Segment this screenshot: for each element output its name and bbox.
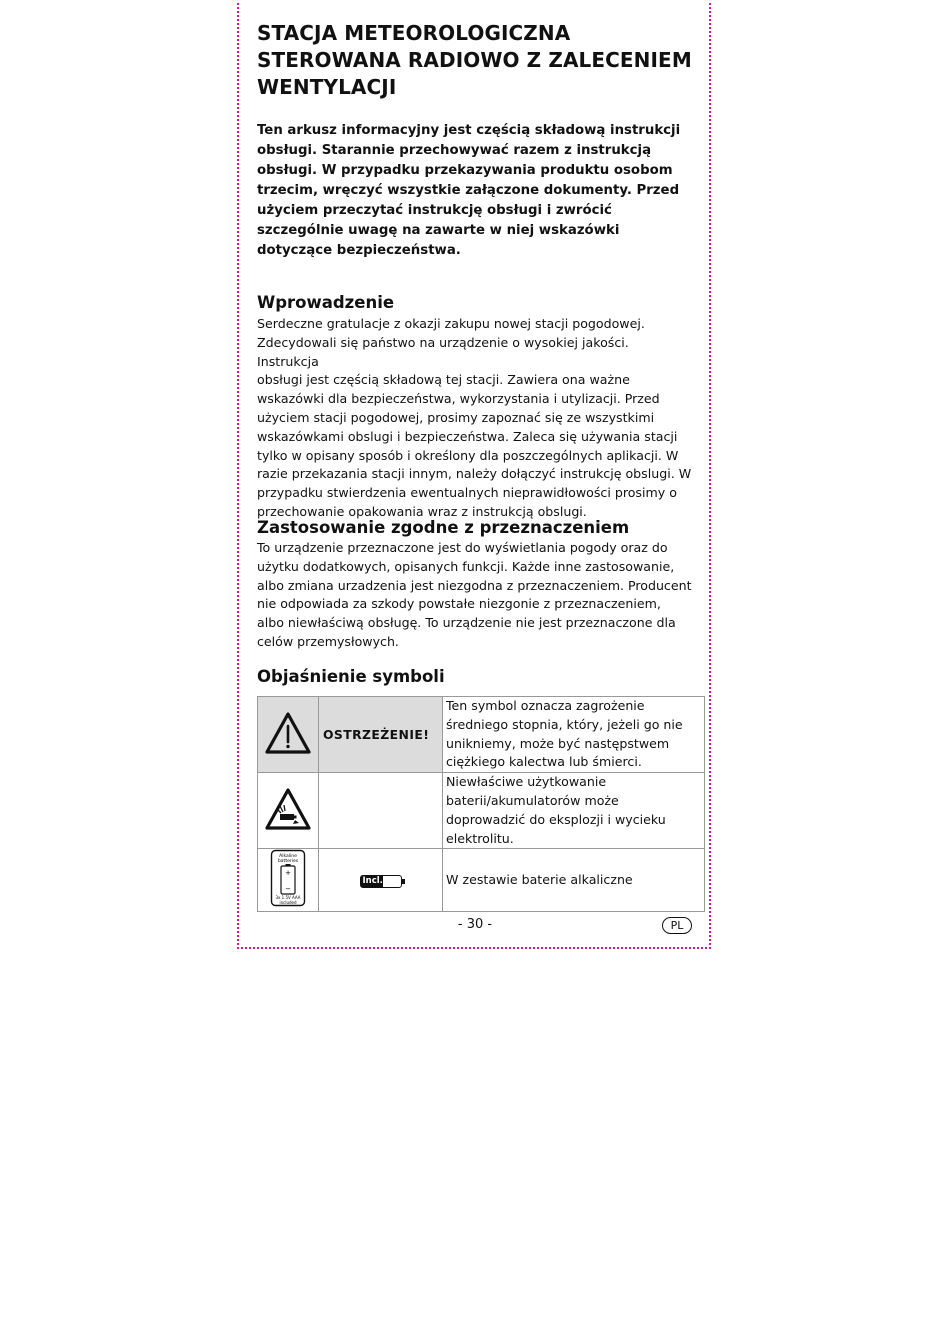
description-line: ciężkiego kalectwa lub śmierci.	[446, 754, 642, 770]
empty-label-cell	[319, 773, 443, 849]
section-heading-intended-use: Zastosowanie zgodne z przeznaczeniem	[257, 518, 630, 537]
paragraph-line: Zdecydowali się państwo na urządzenie o wysokiej jakości. Instrukcja	[257, 334, 629, 369]
section-heading-symbols: Objaśnienie symboli	[257, 667, 445, 686]
alkaline-battery-icon	[270, 849, 306, 907]
paragraph-line: celów przemysłowych.	[257, 633, 399, 649]
paragraph-line: obsługi jest częścią składową tej stacji. Zawiera ona ważne	[257, 372, 630, 388]
battery-included-text: Incl.	[362, 875, 383, 886]
paragraph-line: przypadku stwierdzenia ewentualnych nieprawidłowości prosimy o	[257, 485, 677, 501]
description-line: unikniemy, może być następstwem	[446, 735, 670, 751]
title-line: WENTYLACJI	[257, 75, 397, 99]
language-badge: PL	[662, 917, 692, 934]
intro-line: obsługi. Starannie przechowywać razem z instrukcją	[257, 143, 652, 158]
title-line: STEROWANA RADIOWO Z ZALECENIEM	[257, 48, 692, 72]
battery-icon-text: 3x 1.5V AAA	[275, 895, 301, 901]
warning-triangle-icon	[264, 711, 312, 755]
symbol-cell	[258, 697, 319, 773]
description-line: W zestawie baterie alkaliczne	[446, 871, 633, 887]
table-row	[258, 697, 705, 773]
symbol-cell	[258, 773, 319, 849]
intro-notice	[257, 121, 693, 261]
battery-icon-text: included	[279, 900, 297, 906]
symbol-description	[443, 849, 705, 912]
paragraph-line: użyciem stacji pogodowej, prosimy zapoznać się ze wszystkimi	[257, 409, 655, 425]
paragraph-line: razie przekazania stacji innym, należy dołączyć instrukcję obslugi. W	[257, 466, 692, 482]
description-line: Niewłaściwe użytkowanie	[446, 774, 607, 790]
battery-explosion-warning-icon	[264, 787, 312, 831]
intro-line: użyciem przeczytać instrukcję obsługi i zwrócić	[257, 203, 612, 218]
symbol-description	[443, 773, 705, 849]
symbol-cell	[258, 849, 319, 912]
paragraph-line: Serdeczne gratulacje z okazji zakupu nowej stacji pogodowej.	[257, 316, 645, 331]
paragraph-line: wskazówki dla bezpieczeństwa, wykorzystania i utylizacji. Przed	[257, 391, 660, 407]
table-row	[258, 849, 705, 912]
paragraph-line: tylko w opisany sposób i określony dla poszczególnych aplikacji. W	[257, 447, 679, 463]
introduction-paragraph	[257, 315, 693, 522]
battery-included-icon	[360, 875, 402, 888]
title-line: STACJA METEOROLOGICZNA	[257, 21, 571, 45]
battery-included-cell	[319, 849, 443, 912]
paragraph-line: To urządzenie przeznaczone jest do wyświetlania pogody oraz do	[257, 540, 668, 555]
description-line: elektrolitu.	[446, 830, 514, 846]
description-line: baterii/akumulatorów może	[446, 792, 619, 808]
paragraph-line: albo zmiana urzadzenia jest niezgodna z przeznaczeniem. Producent	[257, 577, 692, 593]
description-line: doprowadzić do eksplozji i wycieku	[446, 811, 666, 827]
intro-line: Ten arkusz informacyjny jest częścią składową instrukcji	[257, 123, 681, 138]
symbol-description	[443, 697, 705, 773]
intro-line: dotyczące bezpieczeństwa.	[257, 243, 461, 258]
intro-line: trzecim, wręczyć wszystkie załączone dokumenty. Przed	[257, 183, 680, 198]
warning-label: OSTRZEŻENIE!	[319, 697, 443, 773]
intended-use-paragraph	[257, 539, 693, 652]
paragraph-line: użytku dodatkowych, opisanych funkcji. Każde inne zastosowanie,	[257, 558, 675, 574]
symbols-table	[257, 696, 705, 912]
battery-icon-text: Alkaline	[279, 854, 297, 860]
section-heading-introduction: Wprowadzenie	[257, 293, 395, 312]
svg-text:+: +	[285, 869, 291, 878]
intro-line: obsługi. W przypadku przekazywania produktu osobom	[257, 163, 673, 178]
svg-text:−: −	[285, 885, 291, 894]
table-row	[258, 773, 705, 849]
paragraph-line: przechowanie opakowania wraz z instrukcją obslugi.	[257, 503, 587, 519]
paragraph-line: albo niewłaściwą obsługę. To urządzenie nie jest przeznaczone dla	[257, 615, 676, 631]
battery-icon-text: batteries	[277, 859, 299, 865]
page-number: - 30 -	[457, 917, 493, 932]
intro-line: szczególnie uwagę na zawarte w niej wskazówki	[257, 223, 620, 238]
description-line: średniego stopnia, który, jeżeli go nie	[446, 716, 683, 732]
paragraph-line: wskazówkami obslugi i bezpieczeństwa. Zaleca się używania stacji	[257, 428, 678, 444]
document-title	[257, 20, 693, 101]
paragraph-line: nie odpowiada za szkody powstałe niezgonie z przeznaczeniem,	[257, 596, 661, 612]
description-line: Ten symbol oznacza zagrożenie	[446, 698, 645, 713]
